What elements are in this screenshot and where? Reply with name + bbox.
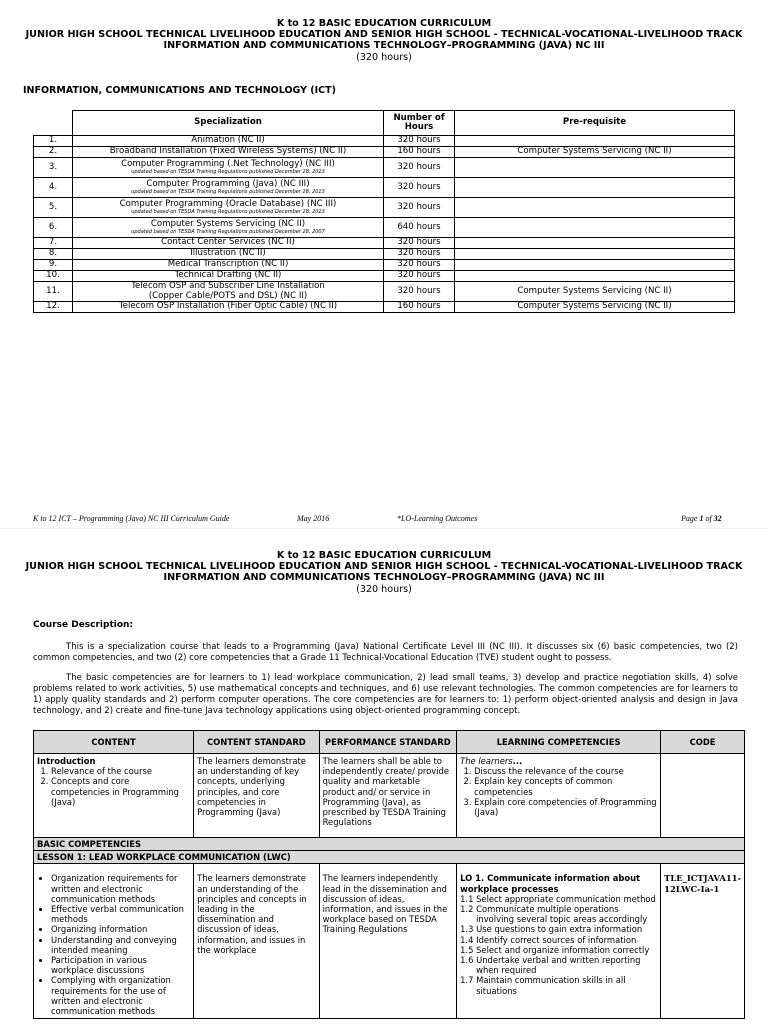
row-prereq xyxy=(455,271,735,282)
row-num: 1. xyxy=(34,136,73,147)
page-footer xyxy=(0,514,768,528)
table-row xyxy=(34,198,735,218)
row-num: 11. xyxy=(34,282,73,302)
list-item xyxy=(460,904,657,924)
header-line-1: K to 12 BASIC EDUCATION CURRICULUM xyxy=(276,18,492,29)
table-row xyxy=(34,754,745,838)
row-spec xyxy=(73,198,384,218)
lesson1-content-cell xyxy=(34,864,194,1019)
row-hours: 320 hours xyxy=(384,158,455,178)
row-hours: 320 hours xyxy=(384,249,455,260)
list-item xyxy=(460,955,657,975)
footer-guide-title: K to 12 ICT – Programming (Java) NC III Curriculum Guide xyxy=(33,514,230,523)
header-line-3: INFORMATION AND COMMUNICATIONS TECHNOLOGY–PROGRAMMING (JAVA) NC III xyxy=(163,40,605,52)
col-header-performance-standard: PERFORMANCE STANDARD xyxy=(319,731,456,754)
row-prereq xyxy=(455,198,735,218)
spec-header-prereq: Pre-requisite xyxy=(455,111,735,136)
list-item xyxy=(460,975,657,995)
intro-performance-standard: The learners shall be able to independently create/ provide quality and marketable product and/ or service in Programming (Java), as prescribed by TESDA Training Regulations xyxy=(319,754,456,838)
row-num: 4. xyxy=(34,178,73,198)
row-spec-title-line-2: (Copper Cable/POTS and DSL) (NC II) xyxy=(148,290,308,301)
row-spec-title: Computer Programming (.Net Technology) (NC III) xyxy=(121,158,335,169)
table-row xyxy=(34,178,735,198)
table-row xyxy=(34,864,745,1019)
row-num: 8. xyxy=(34,249,73,260)
lo-item-text: Select appropriate communication method xyxy=(476,893,656,904)
row-prereq xyxy=(455,178,735,198)
spec-header-specialization: Specialization xyxy=(73,111,384,136)
row-num: 10. xyxy=(34,271,73,282)
lesson1-code xyxy=(661,864,745,1019)
spec-header-num xyxy=(34,111,73,136)
row-spec: Contact Center Services (NC II) xyxy=(73,238,384,249)
list-item: 2. Concepts and core competencies in Programming (Java) xyxy=(51,776,190,807)
row-num: 6. xyxy=(34,218,73,238)
col-header-content: CONTENT xyxy=(34,731,194,754)
course-description-title: Course Description: xyxy=(33,620,134,630)
row-num: 12. xyxy=(34,302,73,313)
curriculum-table xyxy=(33,730,745,1019)
row-spec-note: updated based on TESDA Training Regulations published December 28, 2013 xyxy=(131,189,325,196)
lo-item-text: Communicate multiple operations involving several topic areas accordingly xyxy=(476,904,648,925)
intro-title: Introduction xyxy=(37,756,96,766)
row-spec xyxy=(73,158,384,178)
section-title: INFORMATION, COMMUNICATIONS AND TECHNOLOGY (ICT) xyxy=(23,85,336,96)
footer-page-number xyxy=(681,514,722,523)
table-row xyxy=(34,136,735,147)
list-item: • Organizing information xyxy=(51,924,190,934)
row-hours: 320 hours xyxy=(384,271,455,282)
row-prereq xyxy=(455,218,735,238)
page-2 xyxy=(0,528,768,1025)
band-row xyxy=(34,851,745,864)
page-of: of xyxy=(703,514,714,523)
specialization-table xyxy=(33,110,735,313)
table-row xyxy=(34,271,735,282)
page-total: 32 xyxy=(713,514,722,523)
row-hours: 320 hours xyxy=(384,136,455,147)
lesson1-content-standard: The learners demonstrate an understanding of the principles and concepts in leading in the dissemination and discussion of ideas, information, and issues in the workplace xyxy=(194,864,320,1019)
list-item: • Effective verbal communication methods xyxy=(51,904,190,924)
lc-lead-suffix: ... xyxy=(512,756,523,766)
lo-item-number: 1.1 xyxy=(460,893,474,904)
page-prefix: Page xyxy=(681,514,700,523)
row-hours: 320 hours xyxy=(384,178,455,198)
spec-header-row xyxy=(34,111,735,136)
col-header-code: CODE xyxy=(661,731,745,754)
row-spec-note: updated based on TESDA Training Regulations published December 28, 2013 xyxy=(131,209,325,216)
band-basic-competencies: BASIC COMPETENCIES xyxy=(34,838,745,851)
lesson1-performance-standard: The learners independently lead in the dissemination and discussion of ideas, information, and issues in the workplace based on TESDA Training Regulations xyxy=(319,864,456,1019)
table-row xyxy=(34,302,735,313)
course-description-paragraph-2: The basic competencies are for learners to 1) lead workplace communication, 2) lead small teams, 3) develop and practice negotiation skills, 4) solve problems related to work activities, 5) use mathematical concepts and techniques, and 6) use relevant technologies. The common competencies are for learners to 1) apply quality standards and 2) perform computer operations. The core competencies are for learners to: 1) perform object-oriented analysis and design in Java technology, and 2) create and fine-tune Java technology applications using object-oriented programming concept. xyxy=(33,673,738,716)
lc-lead: The learners xyxy=(460,756,513,766)
table-row xyxy=(34,238,735,249)
row-spec-title: Computer Systems Servicing (NC II) xyxy=(150,218,306,229)
row-hours: 160 hours xyxy=(384,302,455,313)
row-spec xyxy=(73,218,384,238)
table-row xyxy=(34,158,735,178)
row-num: 2. xyxy=(34,147,73,158)
row-prereq: Computer Systems Servicing (NC II) xyxy=(455,282,735,302)
footer-lo-note: *LO-Learning Outcomes xyxy=(397,514,478,523)
course-description-paragraph-1: This is a specialization course that leads to a Programming (Java) National Certificate Level III (NC III). It discusses six (6) basic competencies, two (2) common competencies, and two (2) core competencies that a Grade 11 Technical-Vocational Education (TVE) student ought to possess. xyxy=(33,642,738,663)
row-spec: Broadband Installation (Fixed Wireless Systems) (NC II) xyxy=(73,147,384,158)
lo-item-number: 1.7 xyxy=(460,975,474,986)
table-row xyxy=(34,260,735,271)
list-item: • Organization requirements for written and electronic communication methods xyxy=(51,873,190,904)
list-item: 1. Relevance of the course xyxy=(51,766,190,776)
row-hours: 640 hours xyxy=(384,218,455,238)
row-hours: 320 hours xyxy=(384,282,455,302)
competency-code: TLE_ICTJAVA11-12LWC-Ia-1 xyxy=(664,873,741,894)
row-spec: Telecom OSP Installation (Fiber Optic Cable) (NC II) xyxy=(73,302,384,313)
list-item xyxy=(460,924,657,934)
curriculum-header xyxy=(0,550,768,595)
list-item: 3. Explain core competencies of Programming (Java) xyxy=(474,797,657,817)
lo-item-number: 1.4 xyxy=(460,934,474,945)
row-spec-title: Telecom OSP and Subscriber Line Installation xyxy=(131,281,325,292)
footer-date: May 2016 xyxy=(297,514,330,523)
row-hours: 320 hours xyxy=(384,198,455,218)
lo-item-text: Identify correct sources of information xyxy=(476,934,637,945)
lo-item-text: Select and organize information correctly xyxy=(476,944,650,955)
intro-code xyxy=(661,754,745,838)
curriculum-header xyxy=(0,18,768,63)
row-spec: Medical Transcription (NC II) xyxy=(73,260,384,271)
row-prereq: Computer Systems Servicing (NC II) xyxy=(455,302,735,313)
lo-item-number: 1.3 xyxy=(460,924,474,935)
row-hours: 160 hours xyxy=(384,147,455,158)
header-line-2: JUNIOR HIGH SCHOOL TECHNICAL LIVELIHOOD EDUCATION AND SENIOR HIGH SCHOOL - TECHNICAL-VOCATIONAL-LIVELIHOOD TRACK xyxy=(25,561,743,573)
row-hours: 320 hours xyxy=(384,260,455,271)
row-spec: Animation (NC II) xyxy=(73,136,384,147)
lo-item-number: 1.5 xyxy=(460,944,474,955)
intro-learning-competencies xyxy=(457,754,661,838)
row-prereq xyxy=(455,249,735,260)
curriculum-header-row xyxy=(34,731,745,754)
spec-header-hours: Number of Hours xyxy=(384,111,455,136)
lo-item-number: 1.6 xyxy=(460,955,474,966)
list-item xyxy=(460,894,657,904)
lo-title: LO 1. Communicate information about workplace processes xyxy=(460,873,641,894)
list-item: • Complying with organization requirements for the use of written and electronic communication methods xyxy=(51,975,190,1016)
col-header-content-standard: CONTENT STANDARD xyxy=(194,731,320,754)
row-spec xyxy=(73,178,384,198)
row-prereq: Computer Systems Servicing (NC II) xyxy=(455,147,735,158)
row-prereq xyxy=(455,238,735,249)
list-item xyxy=(460,945,657,955)
row-spec xyxy=(73,282,384,302)
band-lesson-1: LESSON 1: LEAD WORKPLACE COMMUNICATION (LWC) xyxy=(34,851,745,864)
header-hours: (320 hours) xyxy=(356,51,412,63)
row-spec: Illustration (NC II) xyxy=(73,249,384,260)
col-header-learning-competencies: LEARNING COMPETENCIES xyxy=(457,731,661,754)
list-item: • Understanding and conveying intended meaning xyxy=(51,935,190,955)
header-hours: (320 hours) xyxy=(356,583,412,595)
table-row xyxy=(34,218,735,238)
list-item: • Participation in various workplace discussions xyxy=(51,955,190,975)
header-line-2: JUNIOR HIGH SCHOOL TECHNICAL LIVELIHOOD EDUCATION AND SENIOR HIGH SCHOOL - TECHNICAL-VOCATIONAL-LIVELIHOOD TRACK xyxy=(25,29,743,41)
lo-item-number: 1.2 xyxy=(460,904,474,915)
row-spec: Technical Drafting (NC II) xyxy=(73,271,384,282)
list-item: 2. Explain key concepts of common competencies xyxy=(474,776,657,796)
row-prereq xyxy=(455,136,735,147)
intro-content-cell xyxy=(34,754,194,838)
row-spec-note: updated based on TESDA Training Regulations published December 28, 2013 xyxy=(131,169,325,176)
intro-content-standard: The learners demonstrate an understanding of key concepts, underlying principles, and core competencies in Programming (Java) xyxy=(194,754,320,838)
page-current: 1 xyxy=(699,514,704,523)
header-line-1: K to 12 BASIC EDUCATION CURRICULUM xyxy=(276,550,492,561)
row-spec-title: Computer Programming (Java) (NC III) xyxy=(146,178,310,189)
table-row xyxy=(34,249,735,260)
header-line-3: INFORMATION AND COMMUNICATIONS TECHNOLOGY–PROGRAMMING (JAVA) NC III xyxy=(163,572,605,584)
row-num: 7. xyxy=(34,238,73,249)
row-num: 9. xyxy=(34,260,73,271)
row-prereq xyxy=(455,158,735,178)
row-num: 5. xyxy=(34,198,73,218)
lesson1-learning-competencies xyxy=(457,864,661,1019)
band-row xyxy=(34,838,745,851)
lo-item-text: Undertake verbal and written reporting when required xyxy=(476,955,641,976)
row-spec-title: Computer Programming (Oracle Database) (NC III) xyxy=(119,198,337,209)
list-item: 1. Discuss the relevance of the course xyxy=(474,766,657,776)
list-item xyxy=(460,935,657,945)
row-spec-note: updated based on TESDA Training Regulations published December 28, 2007 xyxy=(131,229,325,236)
table-row xyxy=(34,147,735,158)
row-prereq xyxy=(455,260,735,271)
table-row xyxy=(34,282,735,302)
lo-item-text: Maintain communication skills in all situations xyxy=(476,975,626,996)
lo-item-text: Use questions to gain extra information xyxy=(476,924,643,935)
row-num: 3. xyxy=(34,158,73,178)
row-hours: 320 hours xyxy=(384,238,455,249)
